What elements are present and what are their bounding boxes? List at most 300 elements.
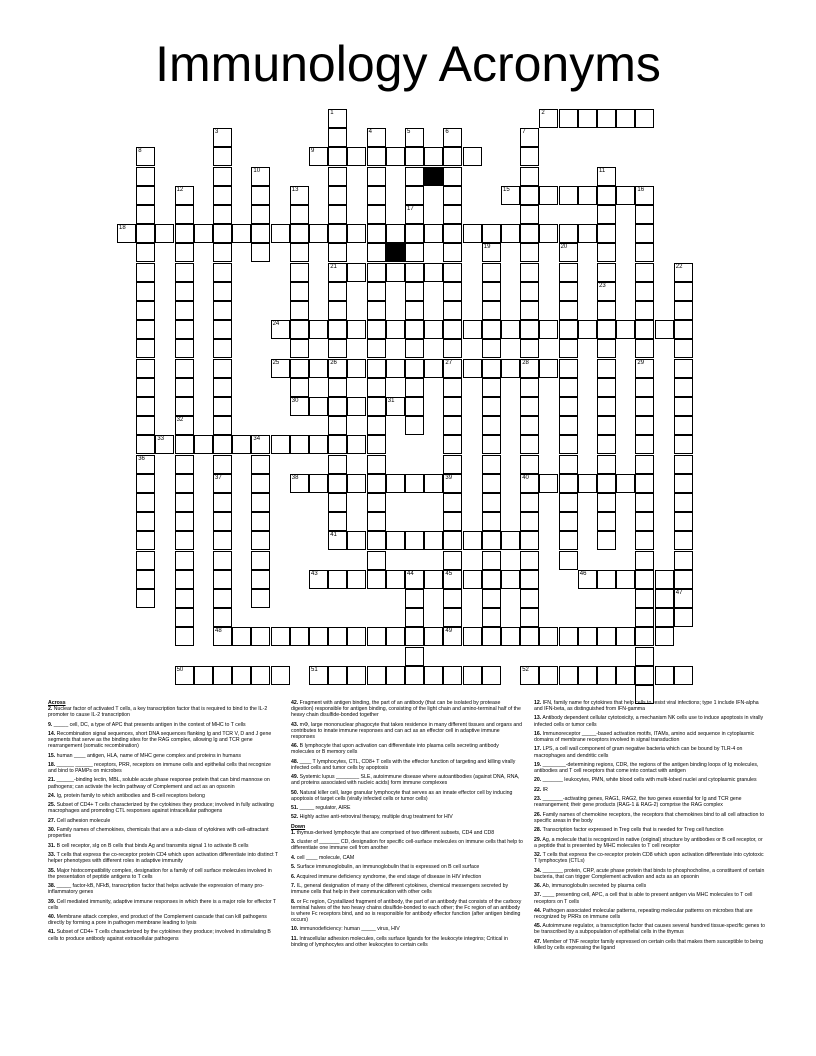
grid-cell[interactable] — [482, 416, 501, 435]
grid-cell[interactable] — [367, 320, 386, 339]
grid-cell[interactable] — [386, 320, 405, 339]
grid-cell[interactable] — [309, 397, 328, 416]
grid-cell[interactable] — [367, 570, 386, 589]
grid-cell[interactable] — [136, 224, 155, 243]
grid-cell[interactable] — [520, 435, 539, 454]
grid-cell[interactable] — [290, 339, 309, 358]
grid-cell[interactable] — [290, 205, 309, 224]
grid-cell[interactable] — [597, 531, 616, 550]
grid-cell[interactable] — [405, 263, 424, 282]
grid-cell[interactable] — [635, 339, 654, 358]
grid-cell[interactable] — [405, 474, 424, 493]
grid-cell[interactable] — [578, 570, 597, 589]
grid-cell[interactable] — [232, 435, 251, 454]
grid-cell[interactable] — [290, 186, 309, 205]
grid-cell[interactable] — [194, 224, 213, 243]
grid-cell[interactable] — [194, 435, 213, 454]
grid-cell[interactable] — [175, 666, 194, 685]
grid-cell[interactable] — [520, 608, 539, 627]
grid-cell[interactable] — [328, 416, 347, 435]
grid-cell[interactable] — [635, 320, 654, 339]
grid-cell[interactable] — [520, 589, 539, 608]
grid-cell[interactable] — [367, 128, 386, 147]
grid-cell[interactable] — [597, 416, 616, 435]
grid-cell[interactable] — [597, 339, 616, 358]
grid-cell[interactable] — [559, 320, 578, 339]
grid-cell[interactable] — [501, 570, 520, 589]
grid-cell[interactable] — [136, 397, 155, 416]
grid-cell[interactable] — [367, 243, 386, 262]
grid-cell[interactable] — [539, 109, 558, 128]
grid-cell[interactable] — [136, 167, 155, 186]
grid-cell[interactable] — [655, 570, 674, 589]
grid-cell[interactable] — [482, 263, 501, 282]
grid-cell[interactable] — [635, 474, 654, 493]
grid-cell[interactable] — [559, 301, 578, 320]
grid-cell[interactable] — [463, 531, 482, 550]
grid-cell[interactable] — [213, 435, 232, 454]
grid-cell[interactable] — [616, 627, 635, 646]
grid-cell[interactable] — [578, 224, 597, 243]
grid-cell[interactable] — [559, 359, 578, 378]
grid-cell[interactable] — [674, 263, 693, 282]
grid-cell[interactable] — [539, 666, 558, 685]
grid-cell[interactable] — [213, 224, 232, 243]
grid-cell[interactable] — [635, 282, 654, 301]
grid-cell[interactable] — [520, 301, 539, 320]
grid-cell[interactable] — [136, 186, 155, 205]
grid-cell[interactable] — [443, 147, 462, 166]
grid-cell[interactable] — [328, 627, 347, 646]
grid-cell[interactable] — [328, 455, 347, 474]
grid-cell[interactable] — [347, 627, 366, 646]
grid-cell[interactable] — [367, 263, 386, 282]
grid-cell[interactable] — [309, 359, 328, 378]
grid-cell[interactable] — [405, 666, 424, 685]
grid-cell[interactable] — [386, 474, 405, 493]
grid-cell[interactable] — [136, 147, 155, 166]
grid-cell[interactable] — [309, 570, 328, 589]
grid-cell[interactable] — [309, 320, 328, 339]
grid-cell[interactable] — [578, 627, 597, 646]
grid-cell[interactable] — [175, 627, 194, 646]
grid-cell[interactable] — [175, 301, 194, 320]
grid-cell[interactable] — [386, 397, 405, 416]
grid-cell[interactable] — [463, 147, 482, 166]
grid-cell[interactable] — [347, 435, 366, 454]
grid-cell[interactable] — [213, 339, 232, 358]
grid-cell[interactable] — [328, 339, 347, 358]
grid-cell[interactable] — [520, 493, 539, 512]
grid-cell[interactable] — [443, 589, 462, 608]
grid-cell[interactable] — [443, 263, 462, 282]
grid-cell[interactable] — [597, 474, 616, 493]
grid-cell[interactable] — [328, 359, 347, 378]
grid-cell[interactable] — [136, 243, 155, 262]
grid-cell[interactable] — [520, 378, 539, 397]
grid-cell[interactable] — [424, 263, 443, 282]
grid-cell[interactable] — [597, 627, 616, 646]
grid-cell[interactable] — [175, 493, 194, 512]
grid-cell[interactable] — [674, 551, 693, 570]
grid-cell[interactable] — [443, 282, 462, 301]
grid-cell[interactable] — [405, 224, 424, 243]
grid-cell[interactable] — [443, 627, 462, 646]
grid-cell[interactable] — [136, 263, 155, 282]
grid-cell[interactable] — [213, 608, 232, 627]
grid-cell[interactable] — [559, 224, 578, 243]
grid-cell[interactable] — [405, 627, 424, 646]
grid-cell[interactable] — [309, 627, 328, 646]
grid-cell[interactable] — [213, 128, 232, 147]
grid-cell[interactable] — [309, 435, 328, 454]
grid-cell[interactable] — [213, 167, 232, 186]
grid-cell[interactable] — [213, 301, 232, 320]
grid-cell[interactable] — [578, 666, 597, 685]
grid-cell[interactable] — [539, 224, 558, 243]
grid-cell[interactable] — [635, 301, 654, 320]
grid-cell[interactable] — [328, 435, 347, 454]
grid-cell[interactable] — [559, 627, 578, 646]
grid-cell[interactable] — [251, 666, 270, 685]
grid-cell[interactable] — [386, 666, 405, 685]
grid-cell[interactable] — [175, 570, 194, 589]
grid-cell[interactable] — [175, 416, 194, 435]
grid-cell[interactable] — [559, 455, 578, 474]
grid-cell[interactable] — [251, 435, 270, 454]
grid-cell[interactable] — [655, 589, 674, 608]
grid-cell[interactable] — [520, 474, 539, 493]
grid-cell[interactable] — [635, 263, 654, 282]
grid-cell[interactable] — [309, 147, 328, 166]
grid-cell[interactable] — [559, 243, 578, 262]
grid-cell[interactable] — [290, 301, 309, 320]
grid-cell[interactable] — [635, 109, 654, 128]
grid-cell[interactable] — [328, 224, 347, 243]
grid-cell[interactable] — [501, 320, 520, 339]
grid-cell[interactable] — [520, 128, 539, 147]
grid-cell[interactable] — [347, 147, 366, 166]
grid-cell[interactable] — [367, 455, 386, 474]
grid-cell[interactable] — [674, 589, 693, 608]
grid-cell[interactable] — [405, 147, 424, 166]
grid-cell[interactable] — [597, 320, 616, 339]
grid-cell[interactable] — [405, 320, 424, 339]
grid-cell[interactable] — [251, 493, 270, 512]
grid-cell[interactable] — [463, 627, 482, 646]
grid-cell[interactable] — [443, 378, 462, 397]
grid-cell[interactable] — [386, 224, 405, 243]
grid-cell[interactable] — [482, 397, 501, 416]
grid-cell[interactable] — [674, 666, 693, 685]
grid-cell[interactable] — [136, 378, 155, 397]
grid-cell[interactable] — [674, 282, 693, 301]
grid-cell[interactable] — [482, 666, 501, 685]
grid-cell[interactable] — [482, 474, 501, 493]
grid-cell[interactable] — [501, 531, 520, 550]
grid-cell[interactable] — [213, 320, 232, 339]
grid-cell[interactable] — [424, 531, 443, 550]
grid-cell[interactable] — [597, 263, 616, 282]
grid-cell[interactable] — [559, 378, 578, 397]
grid-cell[interactable] — [367, 627, 386, 646]
grid-cell[interactable] — [213, 531, 232, 550]
grid-cell[interactable] — [520, 320, 539, 339]
grid-cell[interactable] — [213, 282, 232, 301]
grid-cell[interactable] — [443, 205, 462, 224]
grid-cell[interactable] — [405, 186, 424, 205]
grid-cell[interactable] — [674, 301, 693, 320]
grid-cell[interactable] — [328, 282, 347, 301]
grid-cell[interactable] — [386, 627, 405, 646]
grid-cell[interactable] — [136, 474, 155, 493]
grid-cell[interactable] — [251, 551, 270, 570]
grid-cell[interactable] — [443, 320, 462, 339]
grid-cell[interactable] — [271, 627, 290, 646]
grid-cell[interactable] — [443, 301, 462, 320]
grid-cell[interactable] — [175, 397, 194, 416]
grid-cell[interactable] — [616, 666, 635, 685]
grid-cell[interactable] — [405, 205, 424, 224]
grid-cell[interactable] — [194, 666, 213, 685]
grid-cell[interactable] — [213, 416, 232, 435]
grid-cell[interactable] — [175, 339, 194, 358]
grid-cell[interactable] — [482, 493, 501, 512]
grid-cell[interactable] — [463, 320, 482, 339]
grid-cell[interactable] — [559, 416, 578, 435]
grid-cell[interactable] — [328, 263, 347, 282]
grid-cell[interactable] — [635, 627, 654, 646]
grid-cell[interactable] — [482, 224, 501, 243]
grid-cell[interactable] — [213, 186, 232, 205]
grid-cell[interactable] — [347, 320, 366, 339]
grid-cell[interactable] — [136, 493, 155, 512]
grid-cell[interactable] — [367, 205, 386, 224]
grid-cell[interactable] — [175, 263, 194, 282]
grid-cell[interactable] — [386, 263, 405, 282]
grid-cell[interactable] — [328, 167, 347, 186]
grid-cell[interactable] — [635, 570, 654, 589]
grid-cell[interactable] — [367, 551, 386, 570]
grid-cell[interactable] — [482, 608, 501, 627]
grid-cell[interactable] — [328, 397, 347, 416]
grid-cell[interactable] — [443, 608, 462, 627]
grid-cell[interactable] — [539, 627, 558, 646]
grid-cell[interactable] — [597, 397, 616, 416]
grid-cell[interactable] — [597, 282, 616, 301]
grid-cell[interactable] — [578, 320, 597, 339]
grid-cell[interactable] — [175, 474, 194, 493]
grid-cell[interactable] — [520, 243, 539, 262]
grid-cell[interactable] — [443, 339, 462, 358]
grid-cell[interactable] — [290, 397, 309, 416]
grid-cell[interactable] — [559, 339, 578, 358]
grid-cell[interactable] — [136, 282, 155, 301]
grid-cell[interactable] — [520, 224, 539, 243]
grid-cell[interactable] — [175, 435, 194, 454]
grid-cell[interactable] — [347, 666, 366, 685]
grid-cell[interactable] — [520, 263, 539, 282]
grid-cell[interactable] — [175, 608, 194, 627]
grid-cell[interactable] — [424, 147, 443, 166]
grid-cell[interactable] — [232, 224, 251, 243]
grid-cell[interactable] — [520, 186, 539, 205]
grid-cell[interactable] — [290, 320, 309, 339]
grid-cell[interactable] — [597, 109, 616, 128]
grid-cell[interactable] — [328, 320, 347, 339]
grid-cell[interactable] — [559, 666, 578, 685]
grid-cell[interactable] — [328, 378, 347, 397]
grid-cell[interactable] — [251, 627, 270, 646]
grid-cell[interactable] — [367, 167, 386, 186]
grid-cell[interactable] — [251, 167, 270, 186]
grid-cell[interactable] — [482, 320, 501, 339]
grid-cell[interactable] — [213, 551, 232, 570]
grid-cell[interactable] — [175, 455, 194, 474]
grid-cell[interactable] — [463, 359, 482, 378]
grid-cell[interactable] — [405, 243, 424, 262]
grid-cell[interactable] — [616, 186, 635, 205]
grid-cell[interactable] — [175, 186, 194, 205]
grid-cell[interactable] — [367, 282, 386, 301]
grid-cell[interactable] — [635, 531, 654, 550]
grid-cell[interactable] — [443, 186, 462, 205]
grid-cell[interactable] — [482, 455, 501, 474]
grid-cell[interactable] — [463, 666, 482, 685]
grid-cell[interactable] — [597, 666, 616, 685]
grid-cell[interactable] — [674, 435, 693, 454]
grid-cell[interactable] — [328, 186, 347, 205]
grid-cell[interactable] — [597, 435, 616, 454]
grid-cell[interactable] — [136, 455, 155, 474]
grid-cell[interactable] — [251, 224, 270, 243]
grid-cell[interactable] — [443, 455, 462, 474]
grid-cell[interactable] — [616, 320, 635, 339]
grid-cell[interactable] — [520, 416, 539, 435]
grid-cell[interactable] — [175, 205, 194, 224]
grid-cell[interactable] — [367, 531, 386, 550]
grid-cell[interactable] — [501, 627, 520, 646]
grid-cell[interactable] — [559, 435, 578, 454]
grid-cell[interactable] — [328, 301, 347, 320]
grid-cell[interactable] — [271, 320, 290, 339]
grid-cell[interactable] — [424, 359, 443, 378]
grid-cell[interactable] — [463, 224, 482, 243]
grid-cell[interactable] — [635, 378, 654, 397]
grid-cell[interactable] — [405, 378, 424, 397]
grid-cell[interactable] — [175, 378, 194, 397]
grid-cell[interactable] — [674, 359, 693, 378]
grid-cell[interactable] — [597, 186, 616, 205]
grid-cell[interactable] — [213, 243, 232, 262]
grid-cell[interactable] — [155, 224, 174, 243]
grid-cell[interactable] — [347, 224, 366, 243]
grid-cell[interactable] — [520, 627, 539, 646]
grid-cell[interactable] — [635, 589, 654, 608]
grid-cell[interactable] — [635, 205, 654, 224]
grid-cell[interactable] — [347, 531, 366, 550]
grid-cell[interactable] — [386, 531, 405, 550]
grid-cell[interactable] — [328, 243, 347, 262]
grid-cell[interactable] — [559, 186, 578, 205]
grid-cell[interactable] — [136, 301, 155, 320]
grid-cell[interactable] — [251, 570, 270, 589]
grid-cell[interactable] — [635, 186, 654, 205]
grid-cell[interactable] — [655, 666, 674, 685]
grid-cell[interactable] — [597, 301, 616, 320]
grid-cell[interactable] — [271, 224, 290, 243]
grid-cell[interactable] — [271, 435, 290, 454]
grid-cell[interactable] — [520, 512, 539, 531]
grid-cell[interactable] — [328, 493, 347, 512]
grid-cell[interactable] — [251, 474, 270, 493]
grid-cell[interactable] — [271, 359, 290, 378]
grid-cell[interactable] — [155, 435, 174, 454]
grid-cell[interactable] — [290, 282, 309, 301]
grid-cell[interactable] — [655, 608, 674, 627]
grid-cell[interactable] — [328, 531, 347, 550]
grid-cell[interactable] — [386, 147, 405, 166]
grid-cell[interactable] — [136, 320, 155, 339]
grid-cell[interactable] — [674, 339, 693, 358]
grid-cell[interactable] — [424, 320, 443, 339]
grid-cell[interactable] — [367, 186, 386, 205]
grid-cell[interactable] — [213, 455, 232, 474]
grid-cell[interactable] — [501, 224, 520, 243]
grid-cell[interactable] — [443, 493, 462, 512]
grid-cell[interactable] — [520, 551, 539, 570]
grid-cell[interactable] — [175, 359, 194, 378]
grid-cell[interactable] — [175, 589, 194, 608]
grid-cell[interactable] — [405, 589, 424, 608]
grid-cell[interactable] — [175, 531, 194, 550]
grid-cell[interactable] — [482, 359, 501, 378]
grid-cell[interactable] — [539, 359, 558, 378]
grid-cell[interactable] — [655, 627, 674, 646]
grid-cell[interactable] — [251, 589, 270, 608]
grid-cell[interactable] — [635, 243, 654, 262]
grid-cell[interactable] — [251, 186, 270, 205]
grid-cell[interactable] — [539, 320, 558, 339]
grid-cell[interactable] — [175, 551, 194, 570]
grid-cell[interactable] — [290, 359, 309, 378]
grid-cell[interactable] — [213, 378, 232, 397]
grid-cell[interactable] — [328, 109, 347, 128]
grid-cell[interactable] — [136, 551, 155, 570]
grid-cell[interactable] — [347, 570, 366, 589]
grid-cell[interactable] — [539, 186, 558, 205]
grid-cell[interactable] — [674, 512, 693, 531]
grid-cell[interactable] — [424, 627, 443, 646]
grid-cell[interactable] — [136, 205, 155, 224]
grid-cell[interactable] — [443, 435, 462, 454]
grid-cell[interactable] — [405, 282, 424, 301]
grid-cell[interactable] — [443, 551, 462, 570]
grid-cell[interactable] — [520, 359, 539, 378]
grid-cell[interactable] — [328, 128, 347, 147]
grid-cell[interactable] — [290, 627, 309, 646]
grid-cell[interactable] — [559, 551, 578, 570]
grid-cell[interactable] — [482, 551, 501, 570]
grid-cell[interactable] — [443, 167, 462, 186]
grid-cell[interactable] — [328, 570, 347, 589]
grid-cell[interactable] — [578, 186, 597, 205]
grid-cell[interactable] — [635, 416, 654, 435]
grid-cell[interactable] — [251, 243, 270, 262]
grid-cell[interactable] — [424, 474, 443, 493]
grid-cell[interactable] — [175, 512, 194, 531]
grid-cell[interactable] — [136, 435, 155, 454]
